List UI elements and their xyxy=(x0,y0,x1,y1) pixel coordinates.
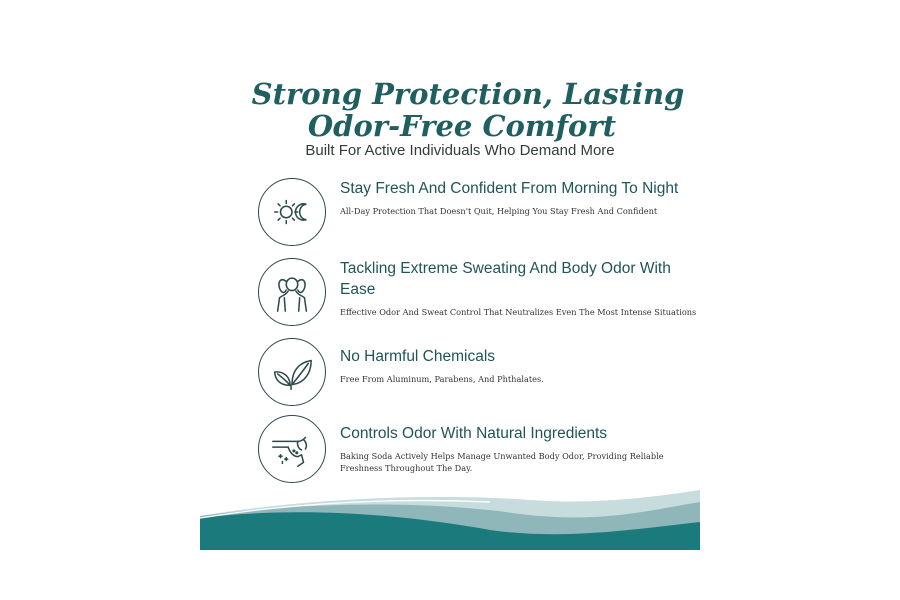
person-icon xyxy=(258,258,326,326)
feature-description: All-Day Protection That Doesn't Quit, Helping You Stay Fresh And Confident xyxy=(340,206,658,216)
headline-line-1: Strong Protection, Lasting xyxy=(251,77,685,111)
feature-description: Free From Aluminum, Parabens, And Phthalates. xyxy=(340,374,544,384)
subtitle: Built For Active Individuals Who Demand More xyxy=(305,142,615,159)
leaf-icon xyxy=(258,338,326,406)
feature-title: Controls Odor With Natural Ingredients xyxy=(340,425,608,442)
headline xyxy=(200,78,700,142)
underarm-spray-icon xyxy=(258,415,326,483)
decorative-wave xyxy=(200,488,700,550)
product-feature-panel xyxy=(200,48,700,550)
feature-title: No Harmful Chemicals xyxy=(340,348,496,365)
feature-title: Stay Fresh And Confident From Morning To Night xyxy=(340,180,679,197)
feature-title: Tackling Extreme Sweating And Body Odor With Ease xyxy=(340,260,671,298)
feature-description: Baking Soda Actively Helps Manage Unwanted Body Odor, Providing Reliable Freshness Throughout The Day. xyxy=(340,451,664,473)
headline-line-2: Odor-Free Comfort xyxy=(307,109,617,143)
feature-description: Effective Odor And Sweat Control That Neutralizes Even The Most Intense Situations xyxy=(340,307,697,317)
sun-moon-icon xyxy=(258,178,326,246)
